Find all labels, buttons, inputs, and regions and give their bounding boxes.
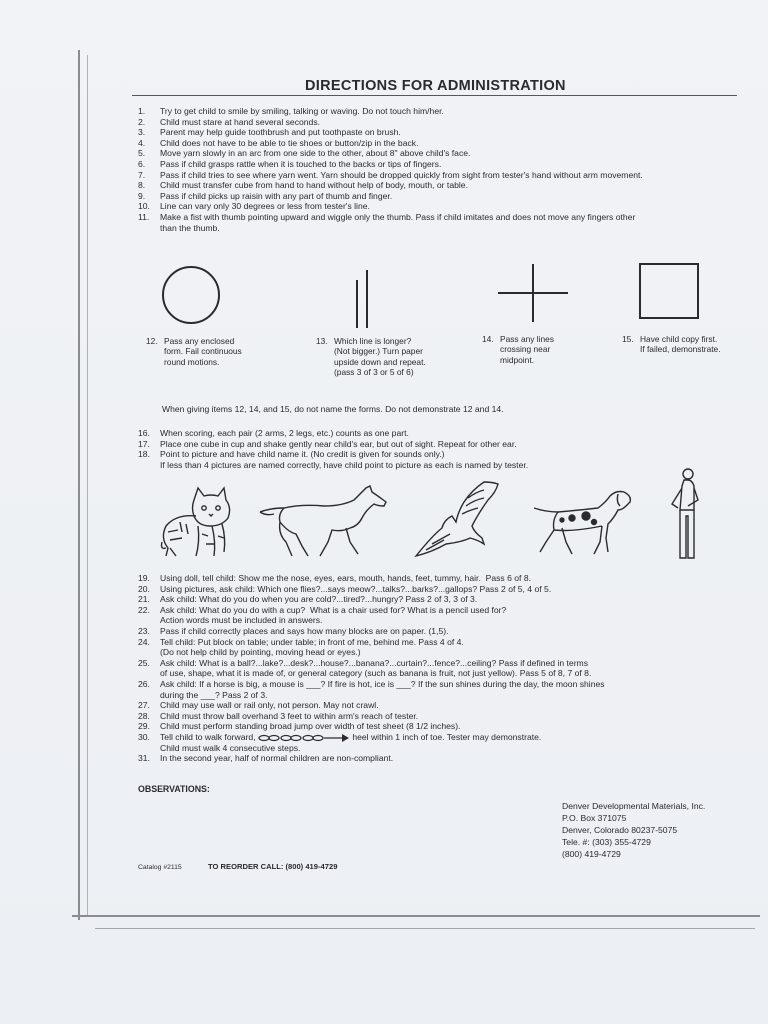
caption-text: Pass any lines crossing near midpoint. [500, 334, 554, 365]
list-item [138, 721, 748, 732]
list-item [138, 148, 748, 159]
caption-15 [622, 334, 721, 355]
item-text: Ask child: If a horse is big, a mouse is ___? If fire is hot, ice is ___? If the sun shines during the day, the moon shines [160, 678, 605, 689]
list-item [138, 106, 748, 117]
item-text: When scoring, each pair (2 arms, 2 legs, etc.) counts as one part. [160, 428, 409, 438]
item-number: 20. [138, 583, 150, 594]
list-item [138, 428, 748, 439]
two-lines-form-icon [352, 268, 372, 330]
reorder-phone: TO REORDER CALL: (800) 419-4729 [208, 862, 338, 871]
caption-text: Have child copy first. If failed, demonstrate. [640, 334, 721, 355]
heel-toe-footsteps-icon [258, 733, 350, 743]
forms-note: When giving items 12, 14, and 15, do not name the forms. Do not demonstrate 12 and 14. [162, 404, 504, 414]
item-text-2: heel within 1 inch of toe. Tester may demonstrate. [352, 731, 542, 742]
item-continuation: If less than 4 pictures are named correctly, have child point to picture as each is named by tester. [160, 459, 529, 470]
item-text: Pass if child grasps rattle when it is touched to the backs or tips of fingers. [160, 158, 442, 169]
item-number: 1. [138, 106, 146, 116]
list-item [138, 573, 748, 584]
item-number: 9. [138, 190, 146, 201]
item-number: 8. [138, 180, 146, 191]
border-line-bottom-inner [95, 928, 755, 929]
caption-text: Pass any enclosed form. Fail continuous round motions. [164, 336, 242, 367]
item-continuation: of use, shape, what it is made of, or general category (such as banana is fruit, not just yellow). Pass 5 of 8, 7 of 8. [160, 668, 592, 679]
item-number: 4. [138, 137, 146, 148]
item-number: 28. [138, 710, 150, 721]
item-text: Using doll, tell child: Show me the nose, eyes, ears, mouth, hands, feet, tummy, hair. Pass 6 of 8. [160, 573, 531, 583]
list-item [138, 711, 748, 722]
item-text: Child must stare at hand several seconds. [160, 116, 321, 127]
item-number: 30. [138, 731, 150, 742]
item-text: Child must throw ball overhand 3 feet to within arm's reach of tester. [160, 710, 419, 721]
list-item [138, 594, 748, 605]
item-text: Ask child: What is a ball?...lake?...desk?...house?...banana?...curtain?...fence?...ceiling? Pass if defined in terms [160, 657, 589, 668]
item-text: In the second year, half of normal children are non-compliant. [160, 753, 394, 764]
item-text: Child must transfer cube from hand to hand without help of body, mouth, or table. [160, 180, 468, 191]
address-line: (800) 419-4729 [562, 849, 621, 859]
list-item [138, 439, 748, 450]
cross-form-icon [496, 262, 570, 324]
item-text: Child may use wall or rail only, not person. May not crawl. [160, 700, 379, 711]
list-item [138, 584, 748, 595]
item-continuation: than the thumb. [160, 222, 220, 233]
item-text: Pass if child picks up raisin with any part of thumb and finger. [160, 190, 393, 201]
item-text: Place one cube in cup and shake gently near child's ear, but out of sight. Repeat for other ear. [160, 438, 517, 449]
item-number: 7. [138, 169, 146, 180]
item-number: 6. [138, 158, 146, 169]
item-text: Move yarn slowly in an arc from one side to the other, about 8" above child's face. [160, 148, 471, 159]
list-item [138, 212, 748, 223]
address-line: Denver, Colorado 80237-5075 [562, 825, 678, 835]
list-item [138, 605, 748, 616]
item-text: Ask child: What do you do when you are cold?...tired?...hungry? Pass 2 of 3, 3 of 3. [160, 594, 478, 605]
list-item [138, 626, 748, 637]
list-item [138, 159, 748, 170]
item-text: Child does not have to be able to tie shoes or button/zip in the back. [160, 137, 419, 148]
items-list-b [138, 428, 748, 470]
title-rule [132, 95, 737, 96]
item-number: 24. [138, 636, 150, 647]
item-number: 18. [138, 449, 150, 460]
caption-number: 14. [482, 334, 494, 344]
item-number: 31. [138, 753, 150, 764]
item-text: Pass if child correctly places and says how many blocks are on paper. (1,5). [160, 625, 449, 636]
items-list-c [138, 573, 748, 764]
list-item [138, 732, 748, 743]
caption-14 [482, 334, 554, 365]
man-icon [664, 466, 708, 564]
list-item [138, 201, 748, 212]
item-number: 10. [138, 201, 150, 212]
observations-heading: OBSERVATIONS: [138, 784, 210, 794]
item-number: 27. [138, 700, 150, 711]
border-line-bottom [72, 915, 760, 917]
caption-13 [316, 336, 426, 378]
items-list-a [138, 106, 748, 233]
list-item [138, 658, 748, 669]
border-line-left [78, 50, 80, 920]
list-item [138, 170, 748, 181]
item-number: 19. [138, 573, 150, 583]
list-item [138, 637, 748, 648]
list-item [138, 449, 748, 460]
list-item [138, 180, 748, 191]
item-number: 2. [138, 116, 146, 127]
item-text: Using pictures, ask child: Which one flies?...says meow?...talks?...barks?...gallops? Pass 2 of 5, 4 of 5. [160, 583, 552, 594]
item-number: 21. [138, 594, 150, 605]
address-line: Denver Developmental Materials, Inc. [562, 801, 706, 811]
item-continuation: during the ___? Pass 2 of 3. [160, 689, 268, 700]
caption-text: Which line is longer? (Not bigger.) Turn paper upside down and repeat. (pass 3 of 3 or 5 of 6) [334, 336, 426, 378]
border-line-left-inner [87, 55, 88, 915]
item-number: 26. [138, 678, 150, 689]
item-continuation: (Do not help child by pointing, moving head or eyes.) [160, 647, 361, 658]
item-text: Try to get child to smile by smiling, talking or waving. Do not touch him/her. [160, 106, 444, 116]
item-number: 17. [138, 438, 150, 449]
item-number: 23. [138, 625, 150, 636]
item-continuation: Child must walk 4 consecutive steps. [160, 742, 301, 753]
item-text: Child must perform standing broad jump over width of test sheet (8 1/2 inches). [160, 721, 461, 732]
caption-number: 15. [622, 334, 634, 344]
horse-icon [258, 484, 390, 560]
item-number: 29. [138, 721, 150, 732]
address-line: P.O. Box 371075 [562, 813, 627, 823]
bird-icon [412, 480, 502, 562]
circle-form-icon [160, 264, 222, 326]
item-text: Tell child: Put block on table; under table; in front of me, behind me. Pass 4 of 4. [160, 636, 464, 647]
item-text-wrap [160, 732, 748, 743]
item-text: Ask child: What do you do with a cup? What is a chair used for? What is a pencil used for? [160, 604, 507, 615]
list-item [138, 753, 748, 764]
item-number: 25. [138, 657, 150, 668]
item-text: Point to picture and have child name it. (No credit is given for sounds only.) [160, 449, 445, 460]
item-text: Tell child to walk forward, [160, 731, 256, 742]
item-continuation: Action words must be included in answers. [160, 615, 323, 626]
item-number: 5. [138, 148, 146, 159]
list-item [138, 191, 748, 202]
caption-12 [146, 336, 242, 367]
list-item [138, 700, 748, 711]
list-item [138, 117, 748, 128]
list-item [138, 138, 748, 149]
caption-number: 12. [146, 336, 158, 346]
item-number: 11. [138, 211, 150, 222]
item-number: 22. [138, 604, 150, 615]
item-number: 3. [138, 127, 146, 138]
square-form-icon [638, 262, 702, 322]
item-number: 16. [138, 428, 150, 438]
page-title: DIRECTIONS FOR ADMINISTRATION [305, 78, 566, 94]
publisher-address [562, 800, 705, 860]
item-text: Parent may help guide toothbrush and put toothpaste on brush. [160, 127, 401, 138]
item-text: Pass if child tries to see where yarn went. Yarn should be dropped quickly from sight from tester's hand without arm movement. [160, 169, 643, 180]
address-line: Tele. #: (303) 355-4729 [562, 837, 651, 847]
cat-icon [156, 486, 236, 560]
item-text: Line can vary only 30 degrees or less from tester's line. [160, 201, 370, 212]
list-item [138, 127, 748, 138]
dog-icon [532, 488, 636, 558]
catalog-number: Catalog #2115 [138, 864, 182, 871]
list-item [138, 679, 748, 690]
caption-number: 13. [316, 336, 328, 346]
item-text: Make a fist with thumb pointing upward and wiggle only the thumb. Pass if child imitates and does not move any fingers other [160, 211, 636, 222]
